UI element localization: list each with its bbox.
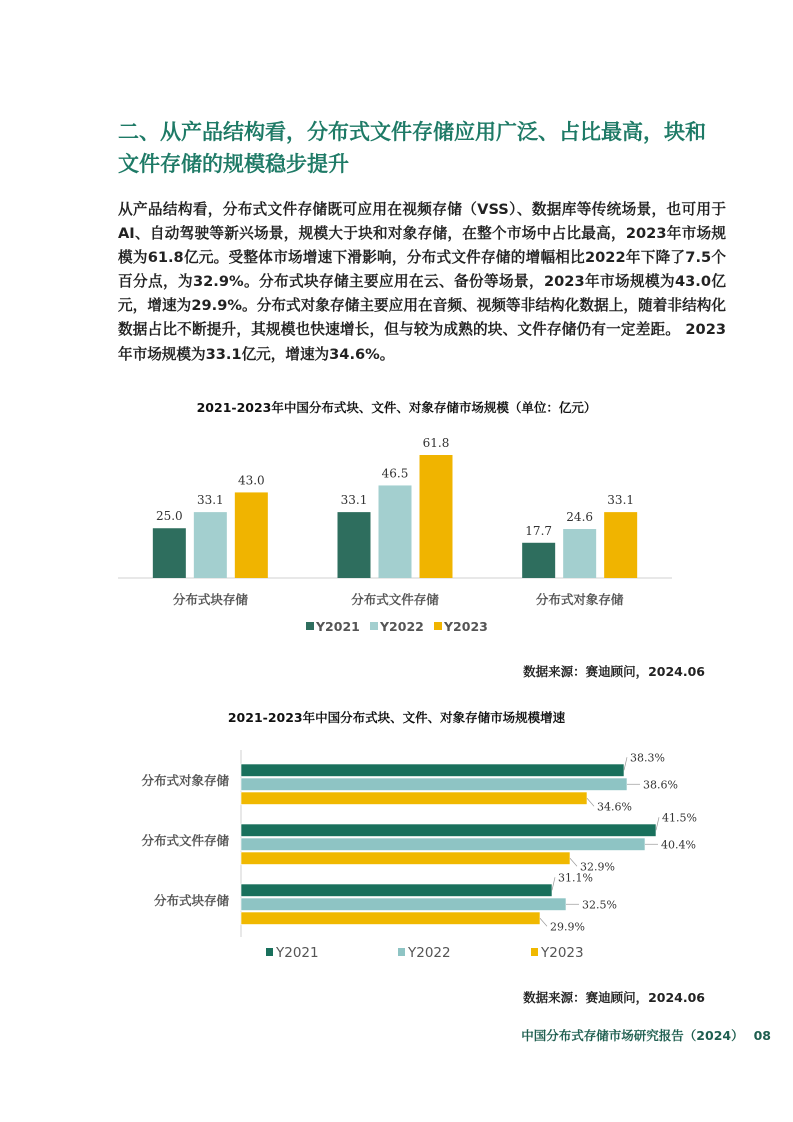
chart2-value-label: 40.4% xyxy=(661,838,696,852)
chart1-legend-swatch-y2023 xyxy=(434,622,442,630)
growth-rate-bar-chart xyxy=(0,740,793,970)
chart2-value-label: 32.5% xyxy=(582,898,617,912)
chart1-value-label: 61.8 xyxy=(422,436,450,450)
chart2-bar-y2022-2 xyxy=(241,898,566,911)
chart2-legend-label: Y2022 xyxy=(408,945,451,961)
chart1-bar-y2021-2 xyxy=(522,543,555,578)
chart2-leader-line xyxy=(587,798,594,806)
chart1-bar-y2023-1 xyxy=(420,455,453,578)
chart2-title: 2021-2023年中国分布式块、文件、对象存储市场规模增速 xyxy=(227,710,566,725)
chart1-category-label: 分布式文件存储 xyxy=(351,592,439,607)
chart2-value-label: 29.9% xyxy=(550,920,585,934)
chart2-legend-swatch-y2023 xyxy=(531,948,538,956)
chart2-bar-y2021-1 xyxy=(241,824,656,837)
chart2-bar-y2023-1 xyxy=(241,852,570,865)
chart1-legend-label: Y2023 xyxy=(444,619,488,634)
chart1-value-label: 24.6 xyxy=(566,510,594,525)
chart1-bar-y2022-0 xyxy=(194,512,227,578)
chart2-legend-label: Y2023 xyxy=(541,945,584,961)
chart1-value-label: 25.0 xyxy=(155,509,183,524)
chart1-legend-label: Y2021 xyxy=(316,619,360,634)
body-paragraph: 从产品结构看，分布式文件存储既可应用在视频存储（VSS）、数据库等传统场景，也可用于AI、自动驾驶等新兴场景，规模大于块和对象存储，在整个市场中占比最高，2023年市场规模为61.8亿元。受整体市场增速下滑影响，分布式文件存储的增幅相比2022年下降了7.5个百分点，为32.9%。分布式块存储主要应用在云、备份等场景，2023年市场规模为43.0亿元，增速为29.9%。分布式对象存储主要应用在音频、视频等非结构化数据上，随着非结构化数据占比不断提升，其规模也快速增长，但与较为成熟的块、文件存储仍有一定差距。 2023年市场规模为33.1亿元，增速为34.6%。 xyxy=(118,201,726,363)
chart2-value-label: 41.5% xyxy=(662,811,697,825)
chart2-leader-line xyxy=(624,757,627,770)
chart2-bar-y2023-2 xyxy=(241,912,540,925)
section-heading: 二、从产品结构看，分布式文件存储应用广泛、占比最高，块和文件存储的规模稳步提升 xyxy=(118,120,706,176)
chart2-value-label: 31.1% xyxy=(558,871,593,885)
chart2-bar-y2021-2 xyxy=(241,884,552,897)
chart1-bar-y2022-2 xyxy=(563,529,596,578)
chart1-value-label: 17.7 xyxy=(525,523,553,538)
footer-report-title: 中国分布式存储市场研究报告（2024） xyxy=(521,1028,744,1043)
chart1-value-label: 46.5 xyxy=(381,466,409,481)
chart1-value-label: 33.1 xyxy=(196,493,224,508)
chart1-bar-y2023-0 xyxy=(235,492,268,578)
chart2-value-label: 38.3% xyxy=(630,751,665,765)
chart2-leader-line xyxy=(540,918,547,926)
chart1-bar-y2023-2 xyxy=(604,512,637,578)
chart2-value-label: 32.9% xyxy=(580,860,615,874)
chart2-bar-y2022-1 xyxy=(241,838,645,851)
chart2-legend-swatch-y2021 xyxy=(266,948,273,956)
chart1-category-label: 分布式对象存储 xyxy=(535,592,624,607)
chart2-category-label: 分布式对象存储 xyxy=(141,773,229,788)
chart2-category-label: 分布式文件存储 xyxy=(141,833,229,848)
page-number: 08 xyxy=(753,1028,771,1043)
chart1-title: 2021-2023年中国分布式块、文件、对象存储市场规模（单位：亿元） xyxy=(196,400,597,415)
chart2-source: 数据来源：赛迪顾问，2024.06 xyxy=(523,990,705,1005)
chart1-bar-y2022-1 xyxy=(379,485,412,578)
page-footer xyxy=(521,1026,771,1044)
chart2-leader-line xyxy=(570,858,577,866)
chart1-category-label: 分布式块存储 xyxy=(172,592,248,607)
chart1-legend-swatch-y2021 xyxy=(306,622,314,630)
chart2-value-label: 38.6% xyxy=(643,778,678,792)
chart1-value-label: 33.1 xyxy=(607,493,635,508)
chart2-leader-line xyxy=(656,817,659,830)
chart2-bar-y2023-0 xyxy=(241,792,587,805)
market-size-bar-chart xyxy=(0,420,793,650)
chart2-value-label: 34.6% xyxy=(597,800,632,814)
chart2-bar-y2021-0 xyxy=(241,764,624,777)
chart1-source: 数据来源：赛迪顾问，2024.06 xyxy=(523,664,705,679)
chart1-value-label: 43.0 xyxy=(237,473,265,488)
chart1-bar-y2021-0 xyxy=(153,528,186,578)
chart2-category-label: 分布式块存储 xyxy=(153,893,229,908)
chart2-legend-swatch-y2022 xyxy=(398,948,405,956)
chart1-legend-label: Y2022 xyxy=(380,619,424,634)
chart1-bar-y2021-1 xyxy=(338,512,371,578)
chart1-value-label: 33.1 xyxy=(340,493,368,508)
chart2-leader-line xyxy=(552,877,555,890)
chart2-legend-label: Y2021 xyxy=(276,945,319,961)
chart2-bar-y2022-0 xyxy=(241,778,627,791)
chart1-legend-swatch-y2022 xyxy=(370,622,378,630)
